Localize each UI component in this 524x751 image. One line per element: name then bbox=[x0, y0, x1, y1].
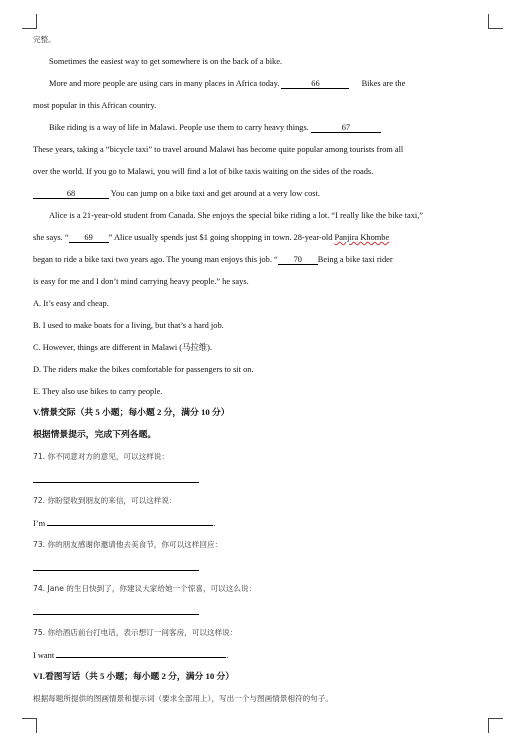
answer-75-prefix: I want bbox=[33, 651, 55, 660]
blank-67[interactable]: 67 bbox=[311, 123, 381, 133]
p1-text-end: Bikes are the bbox=[361, 79, 406, 88]
question-73: 73. 你的朋友感谢你邀请他去美食节，你可以这样回应： bbox=[33, 540, 223, 549]
blank-70[interactable]: 70 bbox=[278, 255, 318, 265]
answer-line-72[interactable] bbox=[47, 517, 213, 526]
crop-mark-top-right bbox=[488, 14, 503, 29]
answer-line-73[interactable] bbox=[33, 570, 199, 571]
paragraph-2-line-2: These years, taking a “bicycle taxi” to travel around Malawi has become quite popular among tourists from all bbox=[33, 145, 404, 154]
blank-68[interactable]: 68 bbox=[33, 189, 109, 199]
answer-line-75[interactable] bbox=[56, 649, 226, 658]
answer-75: I want . bbox=[33, 651, 229, 660]
section-5-instructions: 根据情景提示，完成下列各题。 bbox=[33, 429, 157, 439]
option-d: D. The riders make the bikes comfortable for passengers to sit on. bbox=[33, 365, 254, 374]
section-6-instructions: 根据每题所提供的图画情景和提示词（要求全部用上），写出一个与图画情景相符的句子。 bbox=[33, 694, 333, 703]
blank-69[interactable]: 69 bbox=[69, 233, 109, 243]
answer-line-74[interactable] bbox=[33, 614, 199, 615]
question-75: 75. 你给酒店前台打电话，表示想订一间客房，可以这样说： bbox=[33, 628, 238, 637]
p1-text: More and more people are using cars in many places in Africa today. bbox=[49, 79, 280, 88]
paragraph-4-line-4: is easy for me and I don’t mind carrying heavy people.” he says. bbox=[33, 277, 249, 286]
option-b: B. I used to make boats for a living, but that’s a hard job. bbox=[33, 321, 224, 330]
answer-72-prefix: I’m bbox=[33, 519, 46, 528]
p4-text-c: began to ride a bike taxi two years ago. The young man enjoys this job. “ bbox=[33, 255, 278, 264]
section-6-title: VI.看图写话（共 5 小题；每小题 2 分，满分 10 分） bbox=[33, 671, 235, 681]
question-72: 72. 你盼望收到朋友的来信，可以这样说： bbox=[33, 496, 177, 505]
p4-text-a: she says. “ bbox=[33, 233, 69, 242]
paragraph-4-line-2 bbox=[33, 232, 389, 243]
answer-72: I’m . bbox=[33, 519, 216, 528]
option-e: E. They also use bikes to carry people. bbox=[33, 387, 163, 396]
question-74: 74. Jane 的生日快到了，你建议大家给她一个惊喜，可以这么说： bbox=[33, 584, 257, 593]
passage-title-line: Sometimes the easiest way to get somewhere is on the back of a bike. bbox=[49, 57, 283, 66]
person-name: Panjira Khombe bbox=[334, 233, 390, 242]
section-5-title: V.情景交际（共 5 小题；每小题 2 分，满分 10 分） bbox=[33, 407, 230, 417]
crop-mark-top-left bbox=[22, 14, 37, 29]
p2-text: Bike riding is a way of life in Malawi. People use them to carry heavy things. bbox=[49, 123, 309, 132]
p3-text: You can jump on a bike taxi and get around at a very low cost. bbox=[110, 189, 320, 198]
paragraph-2-line-1 bbox=[49, 122, 381, 133]
option-c: C. However, things are different in Malawi (马拉维). bbox=[33, 343, 213, 352]
paragraph-4-line-1: Alice is a 21-year-old student from Canada. She enjoys the special bike riding a lot. “I really like the bike taxi,” bbox=[49, 211, 424, 220]
crop-mark-bottom-left bbox=[22, 718, 37, 733]
crop-mark-bottom-right bbox=[488, 718, 503, 733]
blank-66[interactable]: 66 bbox=[281, 79, 349, 89]
paragraph-3-line-1 bbox=[33, 188, 320, 199]
paragraph-2-line-3: over the world. If you go to Malawi, you will find a lot of bike taxis waiting on the sides of the roads. bbox=[33, 167, 374, 176]
p4-text-b: ” Alice usually spends just $1 going shopping in town. 28-year-old bbox=[108, 233, 333, 242]
question-71: 71. 你不同意对方的意见，可以这样说： bbox=[33, 452, 169, 461]
p4-text-d: Being a bike taxi rider bbox=[317, 255, 393, 264]
header-fragment: 完整。 bbox=[33, 35, 56, 44]
paragraph-4-line-3 bbox=[33, 254, 393, 265]
answer-line-71[interactable] bbox=[33, 482, 199, 483]
option-a: A. It’s easy and cheap. bbox=[33, 299, 109, 308]
paragraph-1-line-2: most popular in this African country. bbox=[33, 101, 157, 110]
paragraph-1-line-1 bbox=[49, 78, 405, 89]
